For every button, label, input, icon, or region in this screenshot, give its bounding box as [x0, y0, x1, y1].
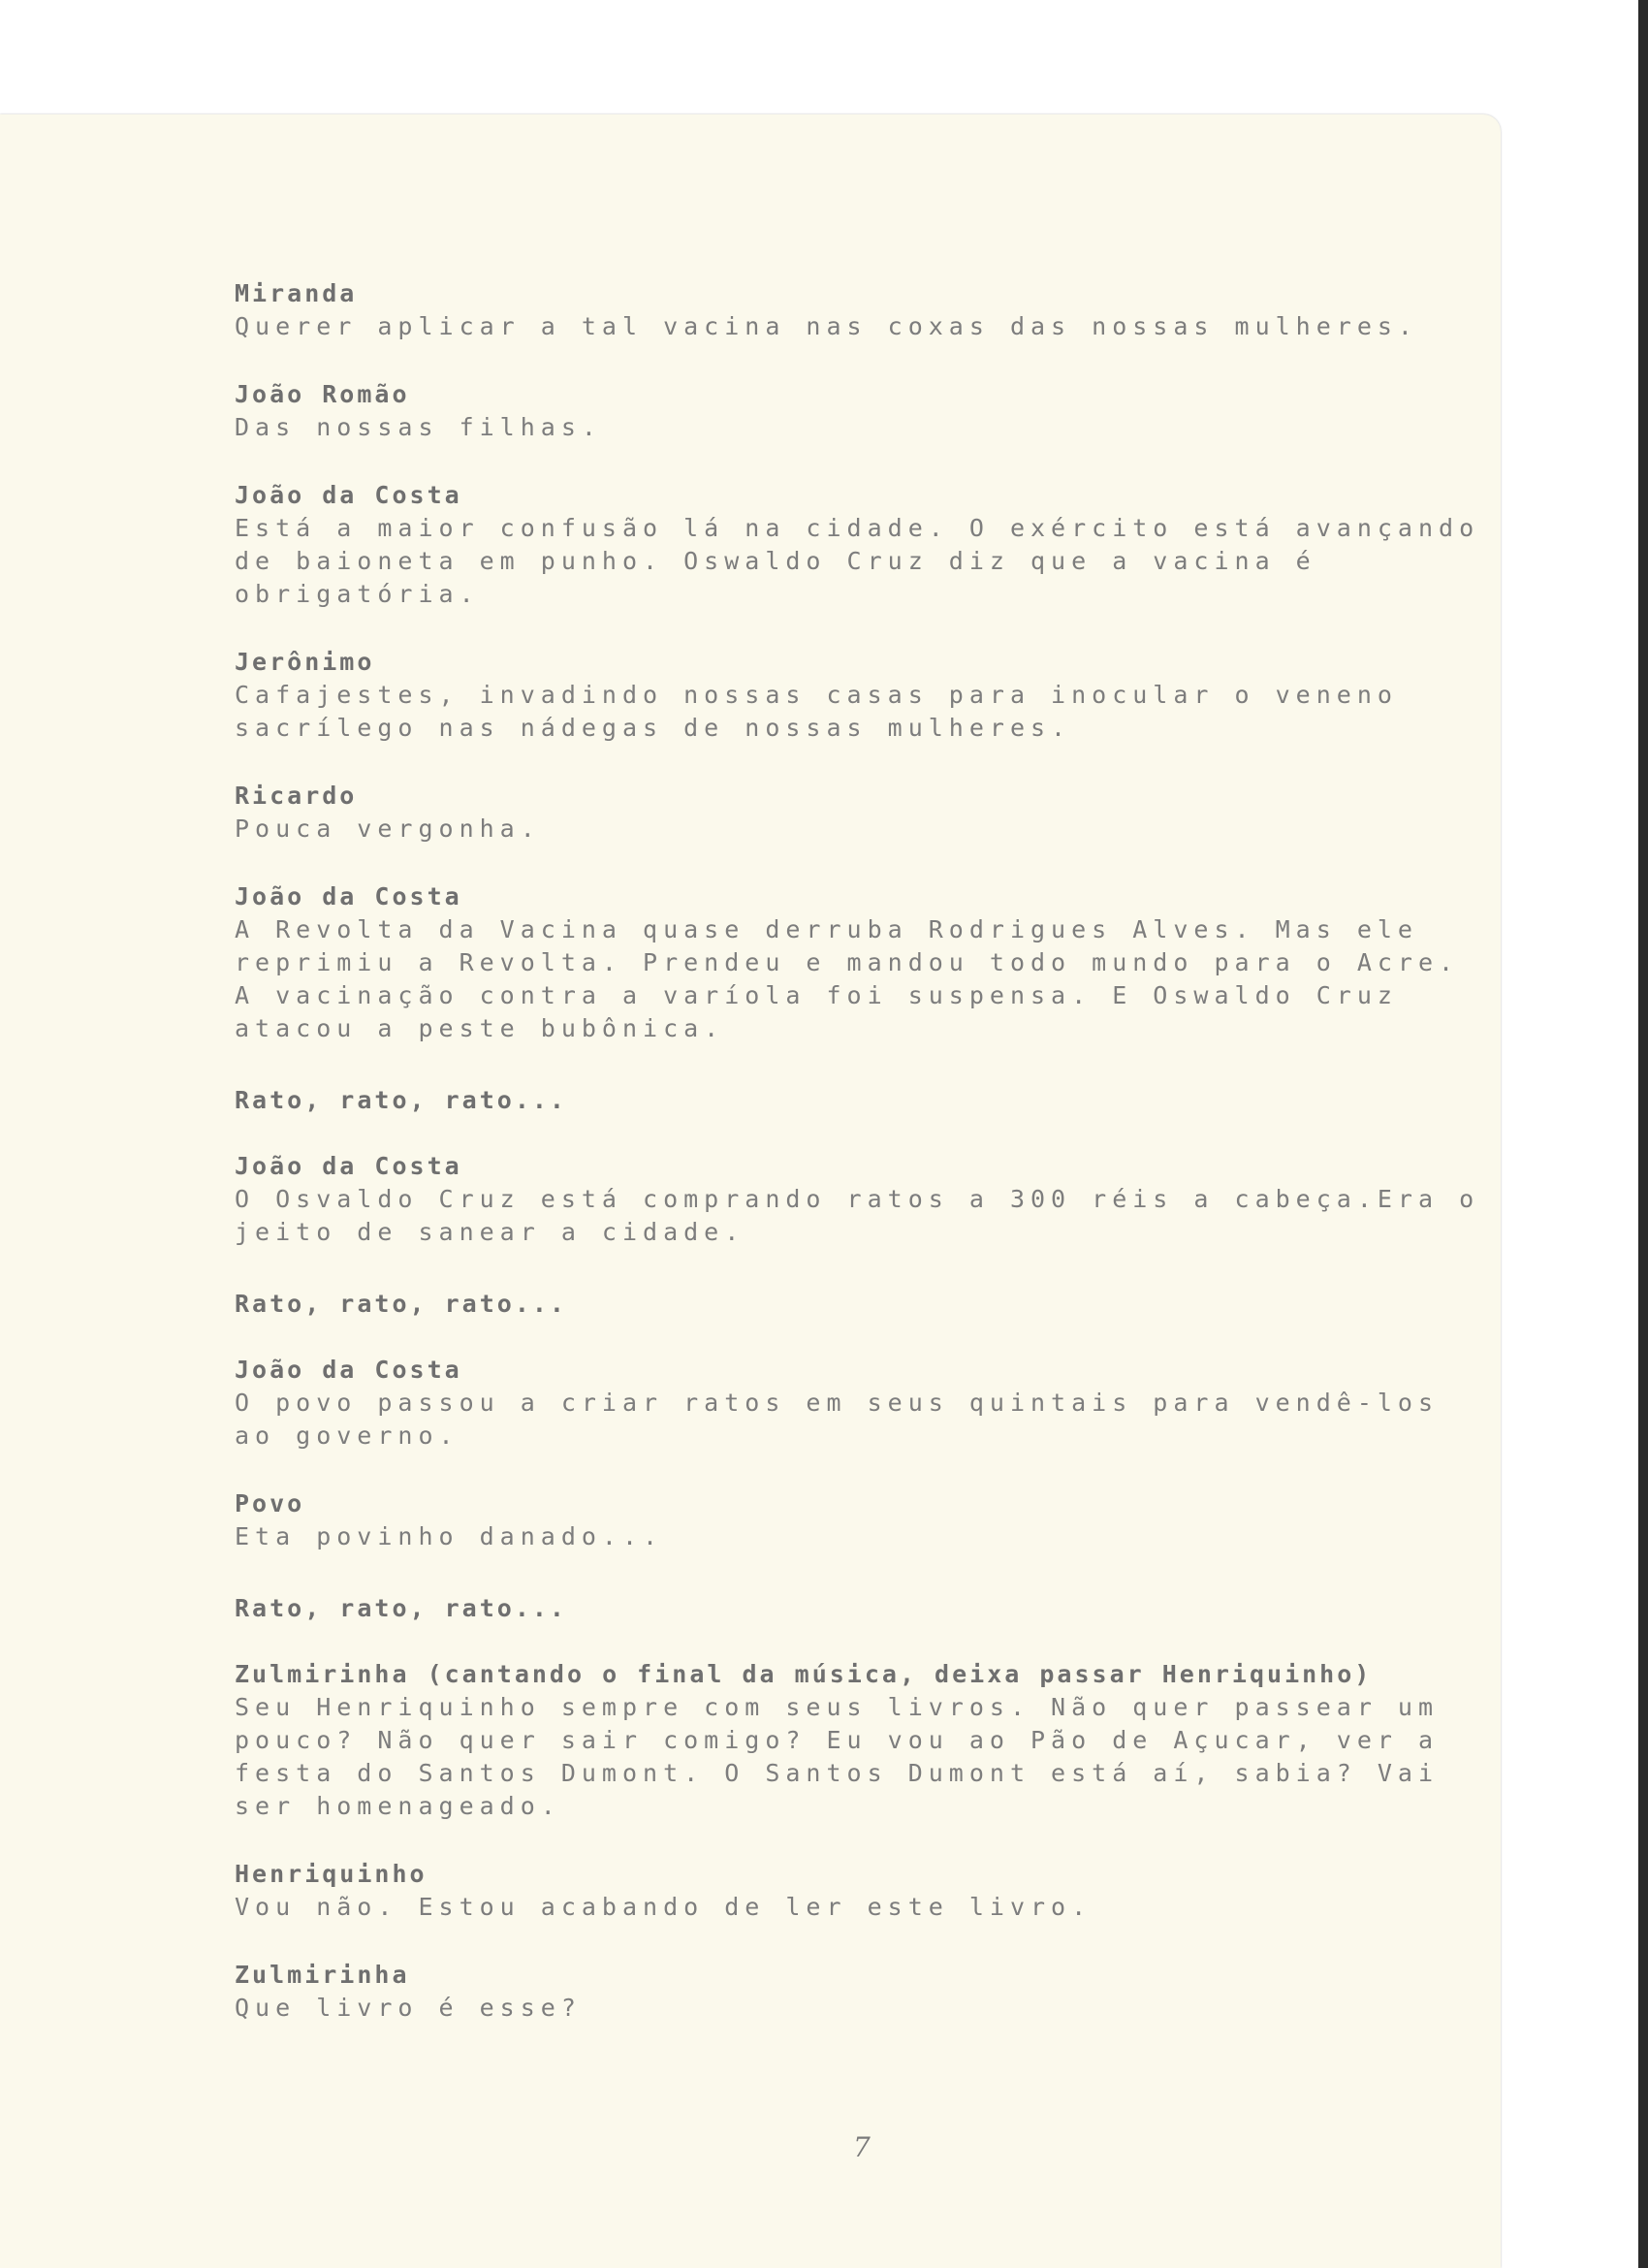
scan-right-edge [1638, 0, 1648, 2268]
dialogue-line: Eta povinho danado... [235, 1522, 664, 1550]
speaker-name: Zulmirinha (cantando o final da música, deixa passar Henriquinho) [235, 1660, 1373, 1688]
script-page [235, 277, 1501, 2060]
dialogue-line: Das nossas filhas. [235, 413, 602, 441]
dialogue-block [235, 1487, 1495, 1553]
dialogue-line: Querer aplicar a tal vacina nas coxas das nossas mulheres. [235, 312, 1418, 340]
dialogue-block [235, 1354, 1495, 1453]
dialogue-block [235, 780, 1495, 846]
dialogue-block [235, 1150, 1501, 1249]
dialogue-block [235, 479, 1501, 611]
speaker-name: Henriquinho [235, 1860, 428, 1888]
speaker-name: João da Costa [235, 1152, 462, 1180]
dialogue-block [235, 1959, 1495, 2025]
dialogue-line: Está a maior confusão lá na cidade. O exército está avançando de baioneta em punho. Oswaldo Cruz diz que a vacina é obrigatória. [235, 514, 1501, 608]
speaker-name: João da Costa [235, 882, 462, 910]
dialogue-line: Vou não. Estou acabando de ler este livro. [235, 1893, 1093, 1921]
chorus-line: Rato, rato, rato... [235, 1086, 567, 1114]
scan-top-margin [0, 0, 1648, 116]
speaker-name: Zulmirinha [235, 1961, 410, 1989]
speaker-name: Jerônimo [235, 648, 375, 676]
dialogue-block [235, 880, 1495, 1045]
speaker-name: João da Costa [235, 481, 462, 509]
dialogue-block [235, 1858, 1495, 1924]
dialogue-line: Que livro é esse? [235, 1994, 582, 2022]
dialogue-block [235, 1658, 1495, 1823]
speaker-name: Povo [235, 1489, 305, 1517]
dialogue-line: O povo passou a criar ratos em seus quintais para vendê-los ao governo. [235, 1389, 1460, 1450]
speaker-name: João da Costa [235, 1356, 462, 1384]
dialogue-block [235, 277, 1495, 343]
page-number: 7 [853, 2131, 871, 2163]
speaker-name: Miranda [235, 279, 358, 307]
dialogue-line: Seu Henriquinho sempre com seus livros. Não quer passear um pouco? Não quer sair comigo? Eu vou ao Pão de Açucar, ver a festa do Santos Dumont. O Santos Dumont está aí, sabia? Vai ser homenageado. [235, 1693, 1460, 1820]
speaker-name: João Romão [235, 380, 410, 408]
dialogue-line: A Revolta da Vacina quase derruba Rodrigues Alves. Mas ele reprimiu a Revolta. Prendeu e mandou todo mundo para o Acre. A vacinação contra a varíola foi suspensa. E Oswaldo Cruz atacou a peste bubônica. [235, 915, 1480, 1042]
dialogue-block [235, 646, 1495, 745]
chorus-line: Rato, rato, rato... [235, 1290, 567, 1318]
dialogue-line: Pouca vergonha. [235, 815, 541, 843]
dialogue-line: O Osvaldo Cruz está comprando ratos a 300 réis a cabeça.Era o jeito de sanear a cidade. [235, 1185, 1501, 1246]
speaker-name: Ricardo [235, 782, 358, 810]
chorus-line: Rato, rato, rato... [235, 1594, 567, 1622]
dialogue-line: Cafajestes, invadindo nossas casas para inocular o veneno sacrílego nas nádegas de nossas mulheres. [235, 681, 1418, 742]
dialogue-block [235, 378, 1495, 444]
